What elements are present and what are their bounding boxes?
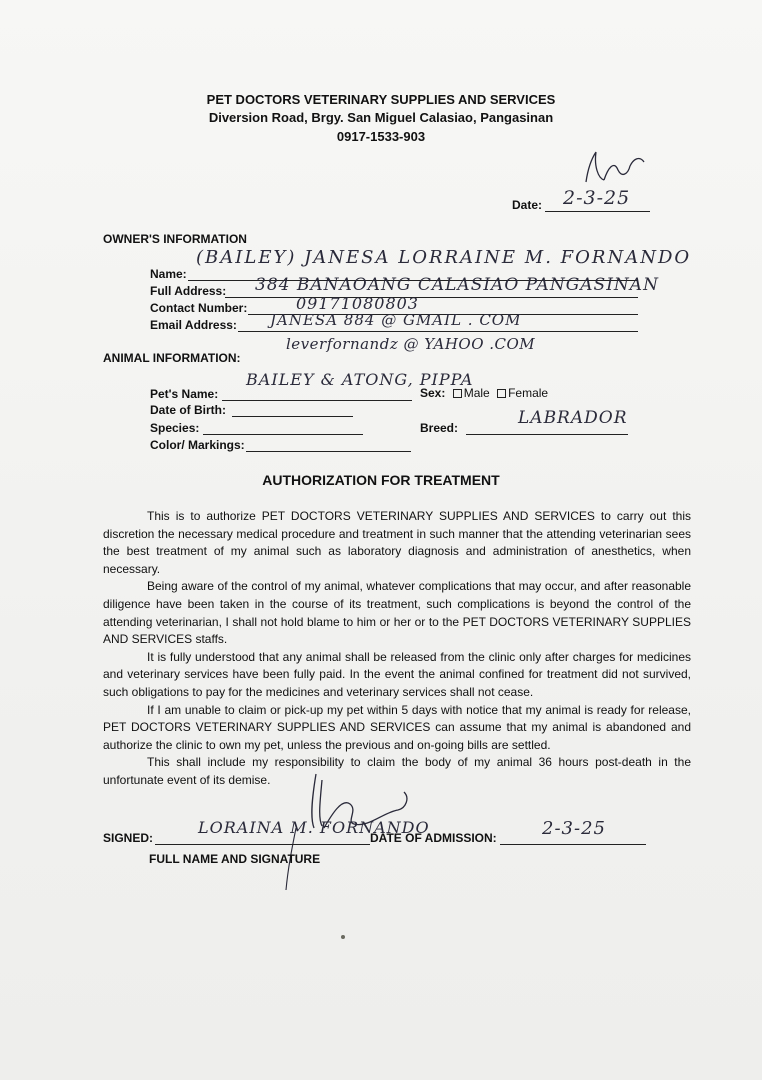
email-line <box>238 331 638 332</box>
name-value: (BAILEY) JANESA LORRAINE M. FORNANDO <box>196 247 692 268</box>
female-option-label: Female <box>508 386 549 400</box>
pet-name-value: BAILEY & ATONG, PIPPA <box>246 370 474 389</box>
contact-label: Contact Number: <box>150 301 248 315</box>
authorization-paragraph: It is fully understood that any animal shall be released from the clinic only after charges for medicines and veterinary services have been fully paid. In the event the animal confined for treatment did not survived, such obligations to pay for the medicines and veterinary services shall not cease. <box>103 649 691 699</box>
authorization-title: AUTHORIZATION FOR TREATMENT <box>262 472 500 488</box>
dob-line <box>232 416 353 417</box>
email-value-secondary: leverfornandz @ YAHOO .COM <box>286 335 536 353</box>
owner-section-title: OWNER'S INFORMATION <box>103 232 247 246</box>
female-checkbox[interactable] <box>497 389 506 398</box>
pet-name-label: Pet's Name: <box>150 387 219 401</box>
admission-date-line <box>500 844 646 845</box>
date-initials-scribble <box>578 148 658 188</box>
color-markings-label: Color/ Markings: <box>150 438 245 452</box>
email-label: Email Address: <box>150 318 237 332</box>
breed-value: LABRADOR <box>518 408 628 428</box>
species-line <box>203 434 363 435</box>
male-option-label: Male <box>463 386 490 400</box>
full-name-signature-caption: FULL NAME AND SIGNATURE <box>149 852 321 866</box>
authorization-paragraph: Being aware of the control of my animal, whatever complications that may occur, and after reasonable diligence have been taken in the course of its treatment, such complications is beyond the control of the attending veterinarian, I shall not hold blame to him or her or to the PET DOCTORS VETERINARY SUPPLIES AND SERVICES staffs. <box>103 579 691 647</box>
signed-line <box>155 844 370 845</box>
date-label: Date: <box>512 198 543 212</box>
contact-value: 09171080803 <box>296 294 419 313</box>
breed-label: Breed: <box>420 421 459 435</box>
address-value: 384 BANAOANG CALASIAO PANGASINAN <box>255 275 659 295</box>
name-label: Name: <box>150 267 187 281</box>
breed-line <box>466 434 628 435</box>
address-line <box>225 297 638 298</box>
business-address: Diversion Road, Brgy. San Miguel Calasiao, Pangasinan <box>208 110 554 125</box>
dob-label: Date of Birth: <box>150 403 226 417</box>
signed-label: SIGNED: <box>103 831 154 845</box>
pet-name-line <box>222 400 412 401</box>
authorization-paragraph: If I am unable to claim or pick-up my pet within 5 days with notice that my animal is ready for release, PET DOCTORS VETERINARY SUPPLIES AND SERVICES can assume that my animal is abandoned and authorize the clinic to own my pet, unless the previous and on-going bills are settled. <box>103 702 691 752</box>
email-value: JANESA 884 @ GMAIL . COM <box>270 311 522 329</box>
color-markings-line <box>246 451 411 452</box>
animal-section-title: ANIMAL INFORMATION: <box>103 351 241 365</box>
sex-field <box>420 386 548 400</box>
date-value: 2-3-25 <box>563 187 631 209</box>
sex-label: Sex: <box>420 386 446 400</box>
authorization-paragraph: This is to authorize PET DOCTORS VETERINARY SUPPLIES AND SERVICES to carry out this discretion the necessary medical procedure and treatment in such manner that the attending veterinarian sees the best treatment of my animal such as laboratory diagnosis and administration of anesthetics, when necessary. <box>103 509 691 576</box>
address-label: Full Address: <box>150 284 227 298</box>
date-line <box>545 211 650 212</box>
authorization-paragraph: This shall include my responsibility to claim the body of my animal 36 hours post-death in the unfortunate event of its demise. <box>103 755 691 787</box>
authorization-body <box>103 508 691 790</box>
business-phone: 0917-1533-903 <box>336 129 426 144</box>
admission-date-value: 2-3-25 <box>542 818 606 839</box>
business-name: PET DOCTORS VETERINARY SUPPLIES AND SERVICES <box>206 92 556 107</box>
male-checkbox[interactable] <box>453 389 462 398</box>
signed-name-value: LORAINA M. FORNANDO <box>198 818 430 837</box>
ink-speck <box>341 935 345 939</box>
species-label: Species: <box>150 421 200 435</box>
admission-date-label: DATE OF ADMISSION: <box>370 831 497 845</box>
